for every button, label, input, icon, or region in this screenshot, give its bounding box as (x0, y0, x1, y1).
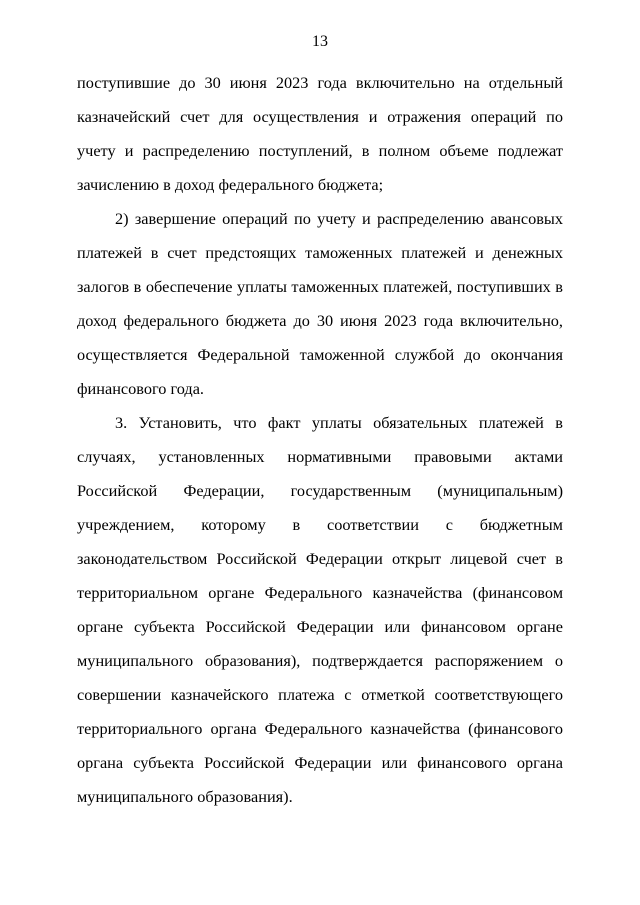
document-body (77, 66, 563, 814)
paragraph-item-3: 3. Установить, что факт уплаты обязательных платежей в случаях, установленных нормативными правовыми актами Российской Федерации, государственным (муниципальным) учреждением, которому в соответствии с бюджетным законодательством Российской Федерации открыт лицевой счет в территориальном органе Федерального казначейства (финансовом органе субъекта Российской Федерации или финансовом органе муниципального образования), подтверждается распоряжением о совершении казначейского платежа с отметкой соответствующего территориального органа Федерального казначейства (финансового органа субъекта Российской Федерации или финансового органа муниципального образования). (77, 413, 563, 806)
page-number: 13 (312, 33, 328, 50)
paragraph-item-2: 2) завершение операций по учету и распределению авансовых платежей в счет предстоящих таможенных платежей и денежных залогов в обеспечение уплаты таможенных платежей, поступивших в доход федерального бюджета до 30 июня 2023 года включительно, осуществляется Федеральной таможенной службой до окончания финансового года. (77, 209, 563, 398)
paragraph-continuation: поступившие до 30 июня 2023 года включительно на отдельный казначейский счет для осуществления и отражения операций по учету и распределению поступлений, в полном объеме подлежат зачислению в доход федерального бюджета; (77, 73, 563, 194)
